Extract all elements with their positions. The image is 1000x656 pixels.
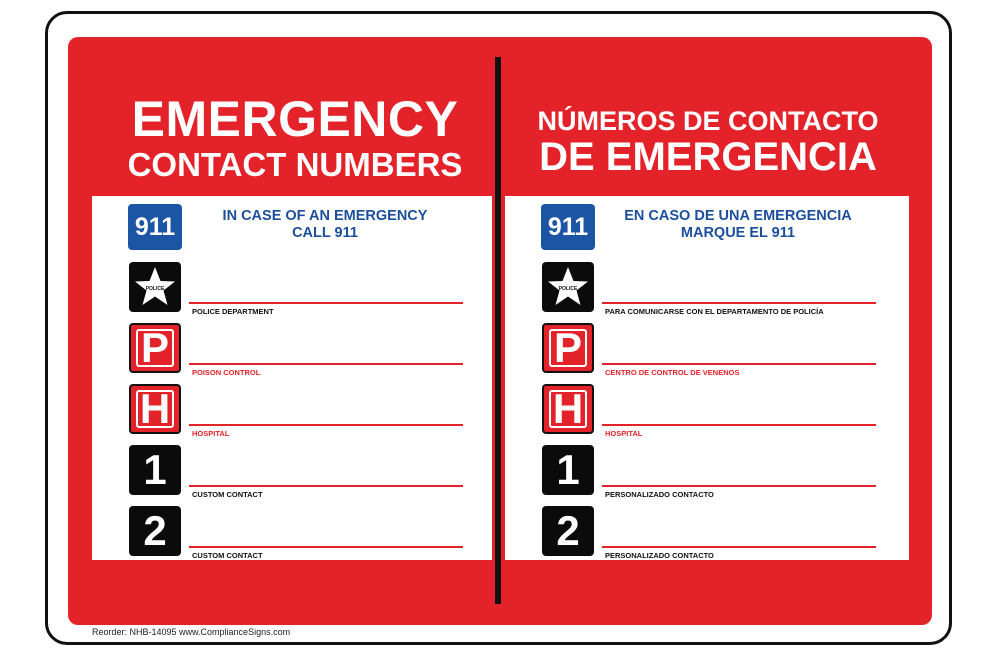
contact-row-custom-2 [505,506,905,566]
contact-row-custom-1 [505,445,905,505]
emergency-intro [605,208,871,242]
write-in-line [189,424,463,426]
contact-row-poison [92,323,492,383]
contact-row-custom-1 [92,445,492,505]
intro-line-1: EN CASO DE UNA EMERGENCIA [624,208,852,224]
number-2-icon: 2 [129,506,181,556]
write-in-line [189,302,463,304]
number-2-icon: 2 [542,506,594,556]
police-star-icon [542,262,594,312]
row-caption: CUSTOM CONTACT [192,490,263,499]
spanish-subtitle: DE EMERGENCIA [539,135,877,179]
write-in-line [602,546,876,548]
police-icon-label: POLICE [558,286,578,292]
spanish-column [505,196,905,560]
police-icon-label: POLICE [145,286,165,292]
contact-row-police [92,262,492,322]
write-in-line [602,363,876,365]
write-in-line [602,302,876,304]
reorder-footer: Reorder: NHB-14095 www.ComplianceSigns.com [92,627,291,637]
write-in-line [189,485,463,487]
row-caption: CENTRO DE CONTROL DE VENENOS [605,368,740,377]
row-caption: POLICE DEPARTMENT [192,307,274,316]
intro-line-2: MARQUE EL 911 [680,225,796,241]
row-caption: HOSPITAL [192,429,230,438]
write-in-line [602,424,876,426]
letter-h-icon: H [542,384,594,434]
number-1-icon: 1 [542,445,594,495]
contact-row-hospital [505,384,905,444]
police-star-icon [129,262,181,312]
row-caption: CUSTOM CONTACT [192,551,263,560]
row-caption: POISON CONTROL [192,368,261,377]
contact-row-custom-2 [92,506,492,566]
number-1-icon: 1 [129,445,181,495]
contact-row-police [505,262,905,322]
row-caption: HOSPITAL [605,429,643,438]
center-divider [495,57,501,604]
badge-911-icon: 911 [541,204,595,250]
letter-h-icon: H [129,384,181,434]
intro-line-2: CALL 911 [292,225,358,241]
intro-line-1: IN CASE OF AN EMERGENCY [222,208,428,224]
letter-p-icon: P [542,323,594,373]
write-in-line [602,485,876,487]
badge-911-icon: 911 [128,204,182,250]
write-in-line [189,546,463,548]
row-caption: PERSONALIZADO CONTACTO [605,551,714,560]
row-caption: PERSONALIZADO CONTACTO [605,490,714,499]
contact-row-poison [505,323,905,383]
letter-p-icon: P [129,323,181,373]
row-caption: PARA COMUNICARSE CON EL DEPARTAMENTO DE POLICÍA [605,307,824,316]
english-column [92,196,492,560]
spanish-title: NÚMEROS DE CONTACTO [537,106,879,136]
english-title: EMERGENCY [131,91,459,147]
emergency-intro [192,208,458,242]
contact-row-hospital [92,384,492,444]
write-in-line [189,363,463,365]
english-subtitle: CONTACT NUMBERS [127,146,463,183]
